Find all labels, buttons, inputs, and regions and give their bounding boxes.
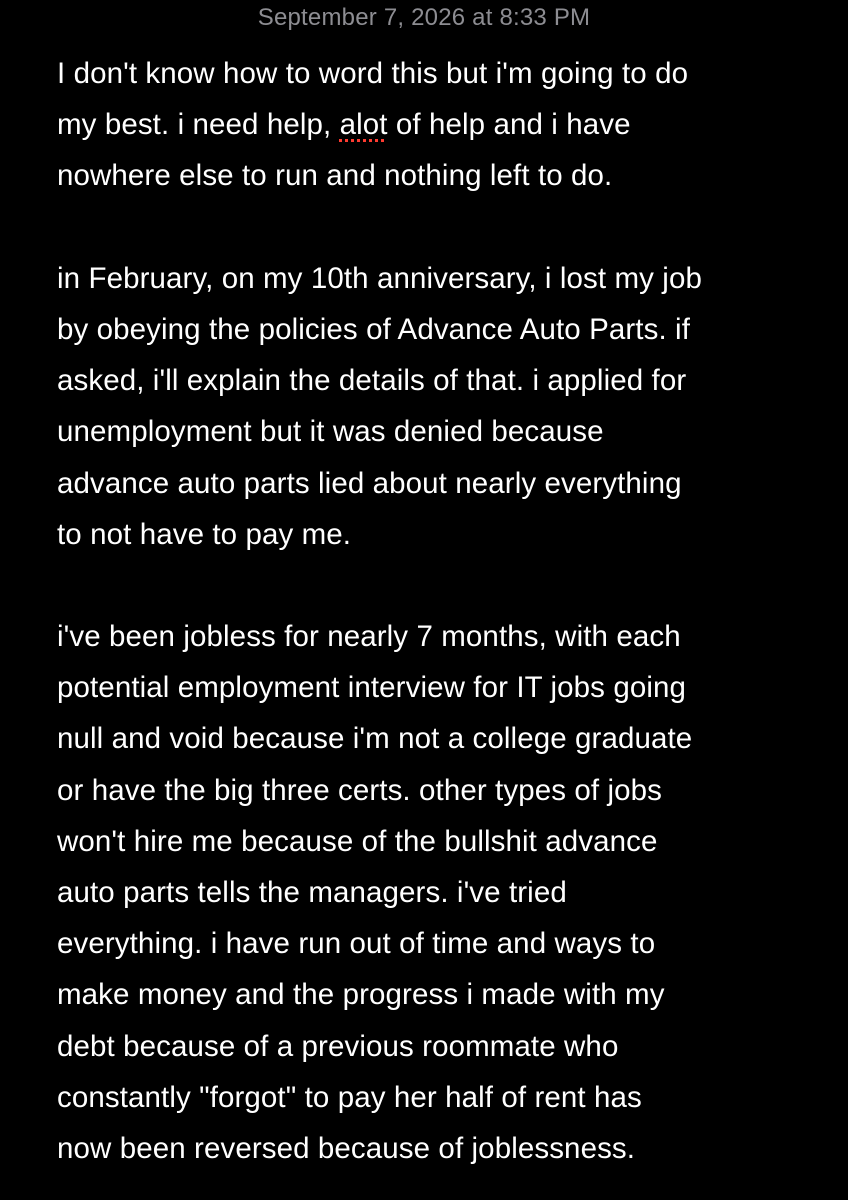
paragraph-spacer [57, 202, 817, 253]
text-line: potential employment interview for IT jobs going [57, 671, 686, 705]
text-line: asked, i'll explain the details of that. i applied for [57, 364, 687, 398]
text-line: make money and the progress i made with my [57, 978, 665, 1012]
text-line: constantly "forgot" to pay her half of rent has [57, 1080, 642, 1114]
text-line: by obeying the policies of Advance Auto Parts. if [57, 312, 690, 346]
text-line: nowhere else to run and nothing left to do. [57, 159, 613, 193]
text-line: i've been jobless for nearly 7 months, with each [57, 620, 681, 654]
note-paragraph [57, 253, 817, 560]
text-line: null and void because i'm not a college graduate [57, 722, 693, 756]
note-paragraph [57, 611, 817, 1174]
text-line: or have the big three certs. other types of jobs [57, 773, 662, 807]
text-line: auto parts tells the managers. i've tried [57, 876, 567, 909]
text-line: I don't know how to word this but i'm going to do [57, 57, 689, 90]
text-segment: of help and i have [387, 108, 631, 142]
text-segment: my best. i need help, [57, 108, 340, 142]
misspelled-word[interactable]: alot [339, 108, 388, 142]
text-line: unemployment but it was denied because [57, 415, 604, 449]
note-paragraph [57, 48, 817, 202]
text-line: debt because of a previous roommate who [57, 1029, 619, 1063]
text-line: to not have to pay me. [57, 517, 352, 551]
text-line: advance auto parts lied about nearly everything [57, 466, 682, 500]
text-line: in February, on my 10th anniversary, i lost my job [57, 261, 702, 295]
note-timestamp: September 7, 2026 at 8:33 PM [257, 4, 591, 31]
paragraph-spacer [57, 560, 817, 611]
text-line: everything. i have run out of time and ways to [57, 927, 656, 961]
note-body[interactable] [57, 48, 817, 1174]
text-line [57, 99, 817, 150]
text-line: won't hire me because of the bullshit advance [57, 824, 658, 858]
text-line: now been reversed because of joblessness. [57, 1131, 636, 1165]
